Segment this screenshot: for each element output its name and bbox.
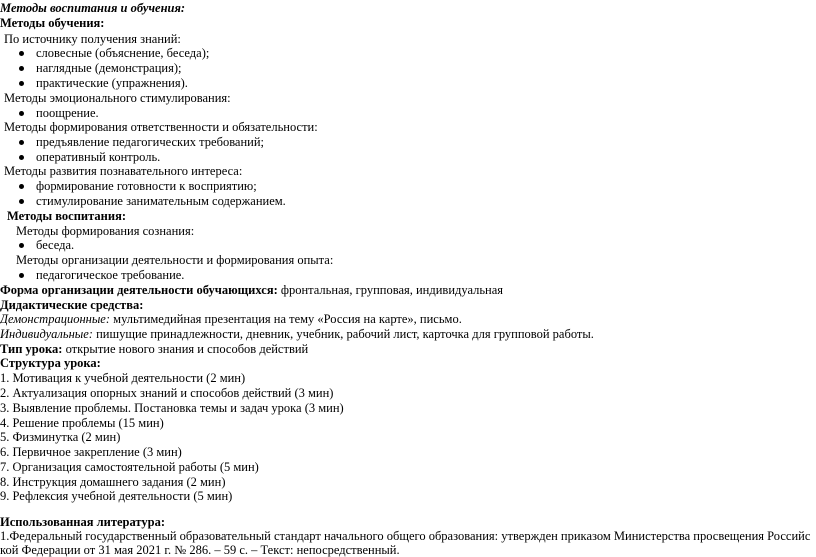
group-label: Методы формирования сознания:: [16, 224, 195, 238]
lesson-type-label: Тип урока:: [0, 342, 63, 356]
list-item: формирование готовности к восприятию;: [0, 179, 816, 193]
structure-step: 6. Первичное закрепление (3 мин): [0, 445, 182, 459]
didactic-individual-value: пишущие принадлежности, дневник, учебник, рабочий лист, карточка для групповой работы.: [92, 327, 594, 341]
list-item: оперативный контроль.: [0, 150, 816, 164]
bullet-icon: [19, 140, 24, 145]
structure-step: 4. Решение проблемы (15 мин): [0, 416, 164, 430]
list-item: практические (упражнения).: [0, 76, 816, 90]
list-item: поощрение.: [0, 106, 816, 120]
structure-step: 3. Выявление проблемы. Постановка темы и задач урока (3 мин): [0, 401, 344, 415]
structure-step: 9. Рефлексия учебной деятельности (5 мин): [0, 489, 233, 503]
bullet-icon: [19, 155, 24, 160]
didactic-individual-label: Индивидуальные:: [0, 327, 93, 341]
list-item: педагогическое требование.: [0, 268, 816, 282]
bullet-icon: [19, 51, 24, 56]
structure-step: 8. Инструкция домашнего задания (2 мин): [0, 475, 226, 489]
structure-step: 2. Актуализация опорных знаний и способов действий (3 мин): [0, 386, 334, 400]
list-item: словесные (объяснение, беседа);: [0, 46, 816, 60]
group-label: Методы организации деятельности и формирования опыта:: [16, 253, 334, 267]
lesson-type-line: [0, 342, 308, 356]
bullet-icon: [19, 66, 24, 71]
doc-heading: Методы воспитания и обучения:: [0, 1, 186, 15]
list-item: наглядные (демонстрация);: [0, 61, 816, 75]
didactic-individual-line: [0, 327, 594, 341]
activity-form-value: фронтальная, групповая, индивидуальная: [277, 283, 504, 297]
structure-step: 7. Организация самостоятельной работы (5 мин): [0, 460, 259, 474]
group-label: По источнику получения знаний:: [4, 32, 181, 46]
literature-title: Использованная литература:: [0, 515, 165, 529]
didactic-title: Дидактические средства:: [0, 298, 144, 312]
bullet-icon: [19, 273, 24, 278]
didactic-demo-label: Демонстрационные:: [0, 312, 111, 326]
bullet-icon: [19, 111, 24, 116]
group-label: Методы формирования ответственности и обязательности:: [4, 120, 318, 134]
lesson-type-value: открытие нового знания и способов действий: [62, 342, 309, 356]
activity-form-label: Форма организации деятельности обучающихся:: [0, 283, 278, 297]
structure-step: 5. Физминутка (2 мин): [0, 430, 121, 444]
bullet-icon: [19, 184, 24, 189]
didactic-demo-line: [0, 312, 462, 326]
bullet-icon: [19, 243, 24, 248]
literature-item-line-2: кой Федерации от 31 мая 2021 г. № 286. – 59 с. – Текст: непосредственный.: [0, 543, 400, 557]
list-item: предъявление педагогических требований;: [0, 135, 816, 149]
bullet-icon: [19, 199, 24, 204]
upbringing-methods-title: Методы воспитания:: [7, 209, 126, 223]
group-label: Методы эмоционального стимулирования:: [4, 91, 231, 105]
literature-item-line-1: 1.Федеральный государственный образовательный стандарт начального общего образования: утвержден приказом Министерства просвещения Российс: [0, 529, 811, 543]
structure-title: Структура урока:: [0, 356, 101, 370]
list-item: стимулирование занимательным содержанием.: [0, 194, 816, 208]
structure-step: 1. Мотивация к учебной деятельности (2 мин): [0, 371, 246, 385]
didactic-demo-value: мультимедийная презентация на тему «Россия на карте», письмо.: [110, 312, 462, 326]
teaching-methods-title: Методы обучения:: [0, 16, 105, 30]
bullet-icon: [19, 81, 24, 86]
activity-form-line: [0, 283, 503, 297]
list-item: беседа.: [0, 238, 816, 252]
group-label: Методы развития познавательного интереса:: [4, 164, 243, 178]
